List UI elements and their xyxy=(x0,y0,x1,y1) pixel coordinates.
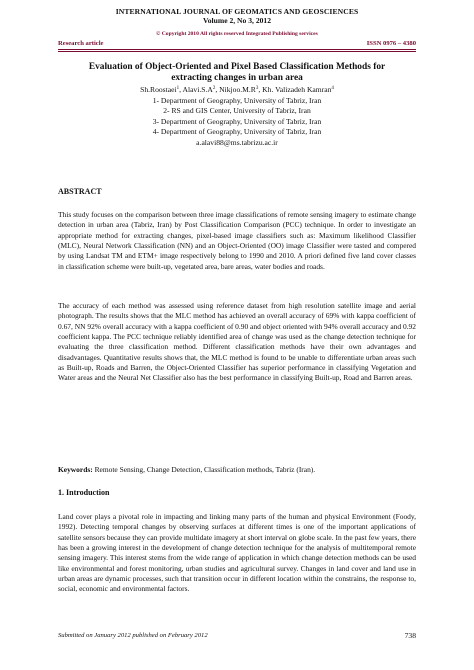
article-type: Research article xyxy=(58,40,104,47)
abstract-paragraph: This study focuses on the comparison between three image classifications of remote sensing imagery to estimate change detection in urban area (Tabriz, Iran) by Post Classification Comparison (PCC) technique. In order to investigate an appropriate method for extracting changes, pixel-based image classifiers such as: Maximum likelihood Classifier (MLC), Neural Network Classification (NN) and an Object-Oriented (OO) image Classifier were tasted and compered by using Landsat TM and ETM+ image respectively belong to 1990 and 2010. A priori defined five land cover classes in classification scheme were built-up, vegetated area, bare areas, water bodies and roads. xyxy=(58,210,416,271)
keywords-line xyxy=(58,465,416,475)
copyright-notice: © Copyright 2010 All rights reserved Integrated Publishing services xyxy=(156,31,318,37)
author-affiliation-mark: 1 xyxy=(176,86,180,91)
paper-title xyxy=(58,62,416,84)
header-rule-top xyxy=(58,49,416,50)
issn: ISSN 0976 – 4380 xyxy=(366,40,416,47)
author-email: a.alavi88@ms.tabrizu.ac.ir xyxy=(196,137,278,147)
paper-title-line: extracting changes in urban area xyxy=(171,73,303,83)
affiliation: 2- RS and GIS Center, University of Tabriz, Iran xyxy=(163,106,311,115)
submission-note: Submitted on January 2012 published on February 2012 xyxy=(58,632,208,639)
article-meta-row xyxy=(58,39,416,49)
keywords-text: Remote Sensing, Change Detection, Classification methods, Tabriz (Iran). xyxy=(92,465,316,474)
header-rule-bottom xyxy=(58,51,416,52)
author-block xyxy=(58,85,416,148)
affiliation: 1- Department of Geography, University of Tabriz, Iran xyxy=(152,95,322,105)
journal-volume: Volume 2, No 3, 2012 xyxy=(202,16,272,25)
author-affiliation-mark: 4 xyxy=(331,86,334,91)
author-affiliation-mark: 3 xyxy=(255,86,259,91)
introduction-paragraph: Land cover plays a pivotal role in impacting and linking many parts of the human and physical Environment (Foody, 1992). Detecting temporal changes by observing surfaces at different times is one of the important applications of satellite sensors because they can provide multidate imagery at short interval on globe scale. In the past few years, there has been a growing interest in the development of change detection technique for the analysis of multitemporal remote sensing imagery. This interest stems from the wide range of application in which change detection methods can be used like environmental and forest monitoring, urban studies and agricultural survey. Changes in land cover and land use in urban areas are dynamic processes, such that transition occur in different location within the constrains, the response to, social, economic and environmental factors. xyxy=(58,512,416,594)
section-heading-introduction: 1. Introduction xyxy=(58,488,110,497)
keywords-label: Keywords: xyxy=(58,465,93,474)
author-affiliation-mark: 2 xyxy=(212,86,216,91)
author-name: , Alavi.S.A xyxy=(179,85,213,94)
author-name: Sh.Roostaei xyxy=(140,85,177,94)
paper-title-line: Evaluation of Object-Oriented and Pixel Based Classification Methods for xyxy=(88,62,386,72)
affiliation: 3- Department of Geography, University of Tabriz, Iran xyxy=(152,116,322,126)
affiliation: 4- Department of Geography, University of Tabriz, Iran xyxy=(152,127,322,136)
author-name: , Nikjoo.M.R xyxy=(215,85,256,94)
page-footer xyxy=(58,631,416,641)
author-name: , Kh. Valizadeh Kamran xyxy=(258,85,332,94)
journal-title: INTERNATIONAL JOURNAL OF GEOMATICS AND GEOSCIENCES xyxy=(115,7,359,16)
abstract-heading: ABSTRACT xyxy=(58,187,102,196)
author-list xyxy=(58,85,416,96)
abstract-paragraph: The accuracy of each method was assessed using reference dataset from high resolution satellite image and aerial photograph. The results shows that the MLC method has achieved an overall accuracy of 69% with kappa coefficient of 0.67, NN 92% overall accuracy with a kappa coefficient of 0.90 and object oriented with 94% overall accuracy and 0.92 coefficient kappa. The PCC technique reliably identified area of change was used as the change detection technique for evaluating the three classification method. Different classification methods have their own advantages and disadvantages. Quantitative results shows that, the MLC method is found to be unable to differentiate urban areas such as Built-up, Roads and Barren, the Object-Oriented Classifier has superior performance in classifying Vegetation and Water areas and the Neural Net Classifier also has the best performance in classifying Built-up, Road and Barren areas. xyxy=(58,301,416,383)
page-number: 738 xyxy=(404,631,416,640)
